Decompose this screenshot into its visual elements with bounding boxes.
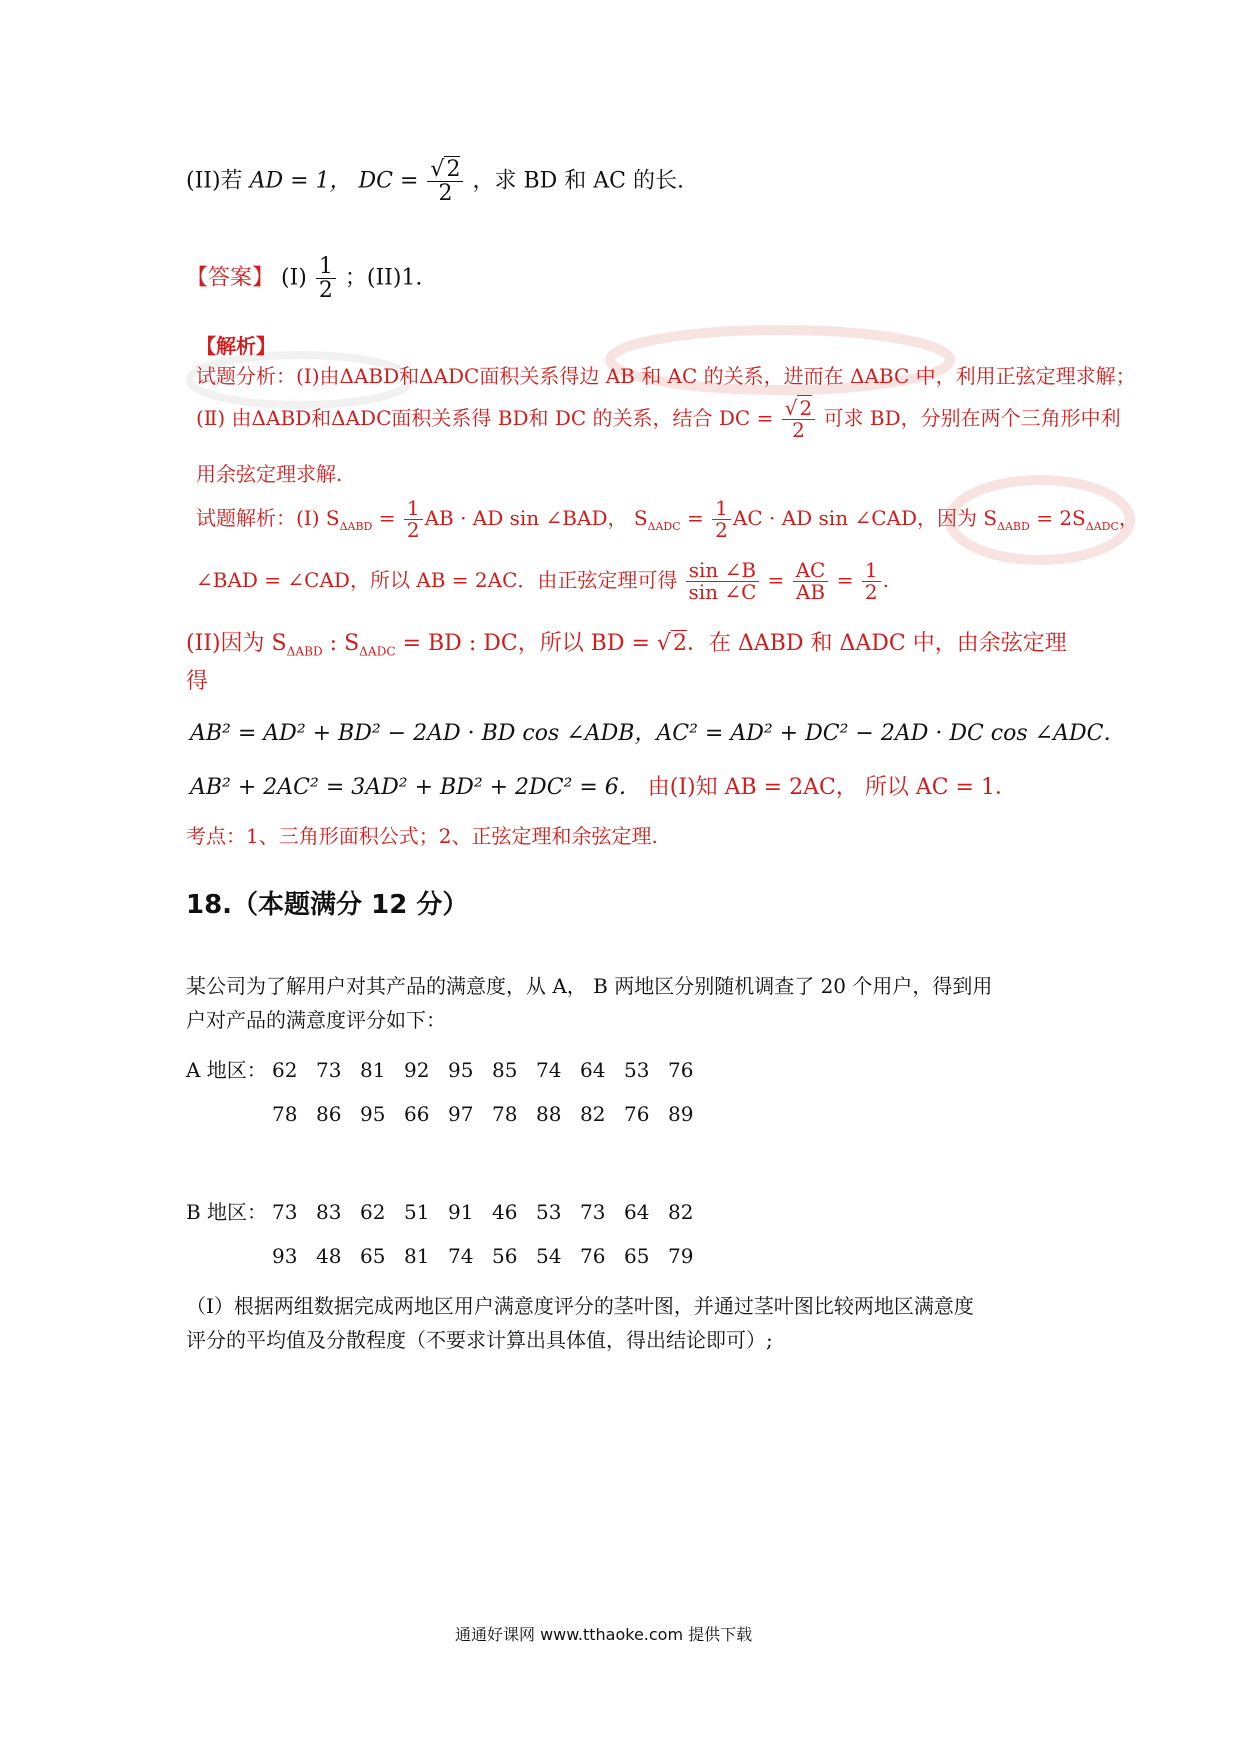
line4-e: AC · AD sin ∠CAD，因为 S [732, 506, 998, 530]
line6-b: : S [322, 631, 360, 656]
eq2-b: 由(I)知 AB = 2AC， [647, 775, 858, 800]
line4-c: AB · AD sin ∠BAD， S [424, 506, 648, 530]
analysis-line3: 用余弦定理求解. [196, 462, 343, 486]
region-b-row1 [186, 1196, 712, 1225]
region-a-row1 [186, 1054, 712, 1083]
eq2-c: 所以 AC = 1． [864, 775, 1017, 800]
answer-label: 【答案】 [186, 265, 275, 291]
line5-fraction3 [862, 560, 881, 603]
score-cell: 73 [316, 1058, 342, 1082]
eq2-a: AB² + 2AC² = 3AD² + BD² + 2DC² = 6． [190, 775, 641, 800]
line4-f: = 2S [1029, 506, 1086, 530]
line6-c: = BD : DC，所以 BD = [395, 631, 657, 656]
score-cell: 95 [448, 1058, 474, 1082]
score-cell: 51 [404, 1200, 430, 1224]
answer-frac-num: 1 [316, 255, 336, 279]
analysis-line2-num: 2 [799, 396, 813, 420]
score-cell: 86 [316, 1102, 342, 1126]
line4-d: = [680, 506, 711, 530]
score-cell: 76 [580, 1244, 606, 1268]
analysis-line6: (II)因为 $S_{\Delta ABD}$ : $S_{\Delta ADC}$ = BD : DC，所以 BD = √2．在 ΔABD 和 ΔADC 中，由余弦定理 [186, 631, 1067, 659]
line4-a: 试题解析：(Ⅰ) S [196, 506, 340, 530]
score-cell: 81 [404, 1244, 430, 1268]
answer-part2: ；(II)1. [344, 265, 423, 291]
score-cell: 91 [448, 1200, 474, 1224]
analysis-line5: ∠BAD = ∠CAD，所以 AB = 2AC．由正弦定理可得 $\frac{\sin \angle B}{\sin \angle C}$ = $\frac{AC}{AB}$ = $\frac{1}{2}$ . [196, 558, 889, 604]
score-cell: 73 [580, 1200, 606, 1224]
line4-fraction1: $\frac{1}{2}$ [404, 498, 423, 541]
ad-equation: AD = 1， [249, 168, 352, 194]
line6-a: (II)因为 S [186, 631, 287, 656]
line4-sub2: ΔADC [647, 520, 681, 533]
score-cell: 76 [668, 1058, 694, 1082]
answer-line [186, 255, 422, 302]
region-a-row2 [272, 1102, 712, 1126]
kaodian-line: 考点：1、三角形面积公式；2、正弦定理和余弦定理. [186, 824, 658, 848]
score-cell: 65 [624, 1244, 650, 1268]
score-cell: 85 [492, 1058, 518, 1082]
score-cell: 74 [536, 1058, 562, 1082]
score-cell: 82 [668, 1200, 694, 1224]
score-cell: 46 [492, 1200, 518, 1224]
line5-fraction1 [686, 560, 759, 603]
q18-sub1-line1: （I）根据两组数据完成两地区用户满意度评分的茎叶图，并通过茎叶图比较两地区满意度 [186, 1294, 974, 1318]
dc-frac-num: 2 [446, 157, 461, 182]
score-cell: 79 [668, 1244, 694, 1268]
line4-sub4: ΔADC [1085, 520, 1119, 533]
line6-sub1: ΔABD [286, 644, 323, 659]
score-cell: 54 [536, 1244, 562, 1268]
q18-sub1-line2: 评分的平均值及分散程度（不要求计算出具体值，得出结论即可）; [186, 1328, 773, 1352]
analysis-line2 [196, 398, 1121, 441]
score-cell: 56 [492, 1244, 518, 1268]
dc-equation: DC = [358, 168, 426, 194]
line6-rad: 2 [672, 631, 687, 656]
score-cell: 62 [272, 1058, 298, 1082]
analysis-line2-fraction: $\frac{√ 2}{2}$ [782, 398, 815, 441]
score-cell: 48 [316, 1244, 342, 1268]
equation-2 [190, 770, 1017, 801]
analysis-label: 【解析】 [196, 334, 276, 358]
score-cell: 65 [360, 1244, 386, 1268]
score-cell: 81 [360, 1058, 386, 1082]
score-cell: 83 [316, 1200, 342, 1224]
score-cell: 53 [624, 1058, 650, 1082]
score-cell: 66 [404, 1102, 430, 1126]
equation-1: AB² = AD² + BD² − 2AD · BD cos ∠ADB，AC² = AD² + DC² − 2AD · DC cos ∠ADC． [190, 721, 1126, 746]
score-cell: 93 [272, 1244, 298, 1268]
score-cell: 64 [580, 1058, 606, 1082]
line4-b: = [372, 506, 402, 530]
part2-question [186, 158, 684, 205]
q18-intro-line1: 某公司为了解用户对其产品的满意度，从 A， B 两地区分别随机调查了 20 个用户，得到用 [186, 974, 993, 998]
answer-part1: (Ⅰ) [281, 265, 307, 291]
footer-text: 通通好课网 www.tthaoke.com 提供下载 [455, 1625, 753, 1644]
line5-f3-num: 1 [862, 560, 881, 582]
score-cell: 62 [360, 1200, 386, 1224]
score-cell: 64 [624, 1200, 650, 1224]
score-cell: 97 [448, 1102, 474, 1126]
dc-frac-den: 2 [438, 181, 453, 207]
region-a-label: A 地区： [186, 1058, 267, 1082]
analysis-line1: 试题分析：(Ⅰ)由ΔABD和ΔADC面积关系得边 AB 和 AC 的关系，进而在 ΔABC 中，利用正弦定理求解； [196, 364, 1136, 388]
score-cell: 78 [492, 1102, 518, 1126]
line5-f2-den: AB [795, 580, 826, 604]
q18-intro-line2: 户对产品的满意度评分如下： [186, 1008, 446, 1032]
score-cell: 88 [536, 1102, 562, 1126]
score-cell: 53 [536, 1200, 562, 1224]
analysis-line2-den: 2 [792, 418, 805, 442]
answer-fraction [316, 255, 336, 302]
line5-f2-num: AC [793, 560, 829, 582]
line5-f1-num: sin ∠B [686, 560, 759, 582]
score-cell: 74 [448, 1244, 474, 1268]
line5-f1-den: sin ∠C [688, 580, 757, 604]
score-cell: 89 [668, 1102, 694, 1126]
part2-prefix: (II)若 [186, 168, 243, 194]
region-b-row2 [272, 1244, 712, 1268]
line5-fraction2 [793, 560, 829, 603]
line5-a: ∠BAD = ∠CAD，所以 AB = 2AC．由正弦定理可得 [196, 568, 678, 592]
score-cell: 92 [404, 1058, 430, 1082]
analysis-line2-b: 可求 BD，分别在两个三角形中利 [823, 406, 1121, 430]
answer-frac-den: 2 [318, 278, 333, 304]
q18-heading: 18.（本题满分 12 分） [186, 890, 469, 920]
score-cell: 82 [580, 1102, 606, 1126]
score-cell: 76 [624, 1102, 650, 1126]
region-b-label: B 地区： [186, 1200, 268, 1224]
score-cell: 95 [360, 1102, 386, 1126]
score-cell: 73 [272, 1200, 298, 1224]
dc-fraction: $\frac{√2}{2}$ [427, 158, 463, 205]
part2-suffix: ，求 BD 和 AC 的长. [472, 168, 684, 194]
analysis-line4 [196, 498, 1139, 541]
line4-sub3: ΔABD [997, 520, 1030, 533]
score-cell: 78 [272, 1102, 298, 1126]
line5-f3-den: 2 [864, 580, 878, 604]
line4-g: ， [1118, 506, 1139, 530]
analysis-line2-a: (Ⅱ) 由ΔABD和ΔADC面积关系得 BD和 DC 的关系，结合 DC = [196, 406, 780, 430]
line6-sub2: ΔADC [359, 644, 396, 659]
line6-d: ．在 ΔABD 和 ΔADC 中，由余弦定理 [686, 631, 1067, 656]
line4-fraction2: $\frac{1}{2}$ [712, 498, 731, 541]
analysis-line7: 得 [186, 669, 209, 694]
line4-sub1: ΔABD [339, 520, 373, 533]
